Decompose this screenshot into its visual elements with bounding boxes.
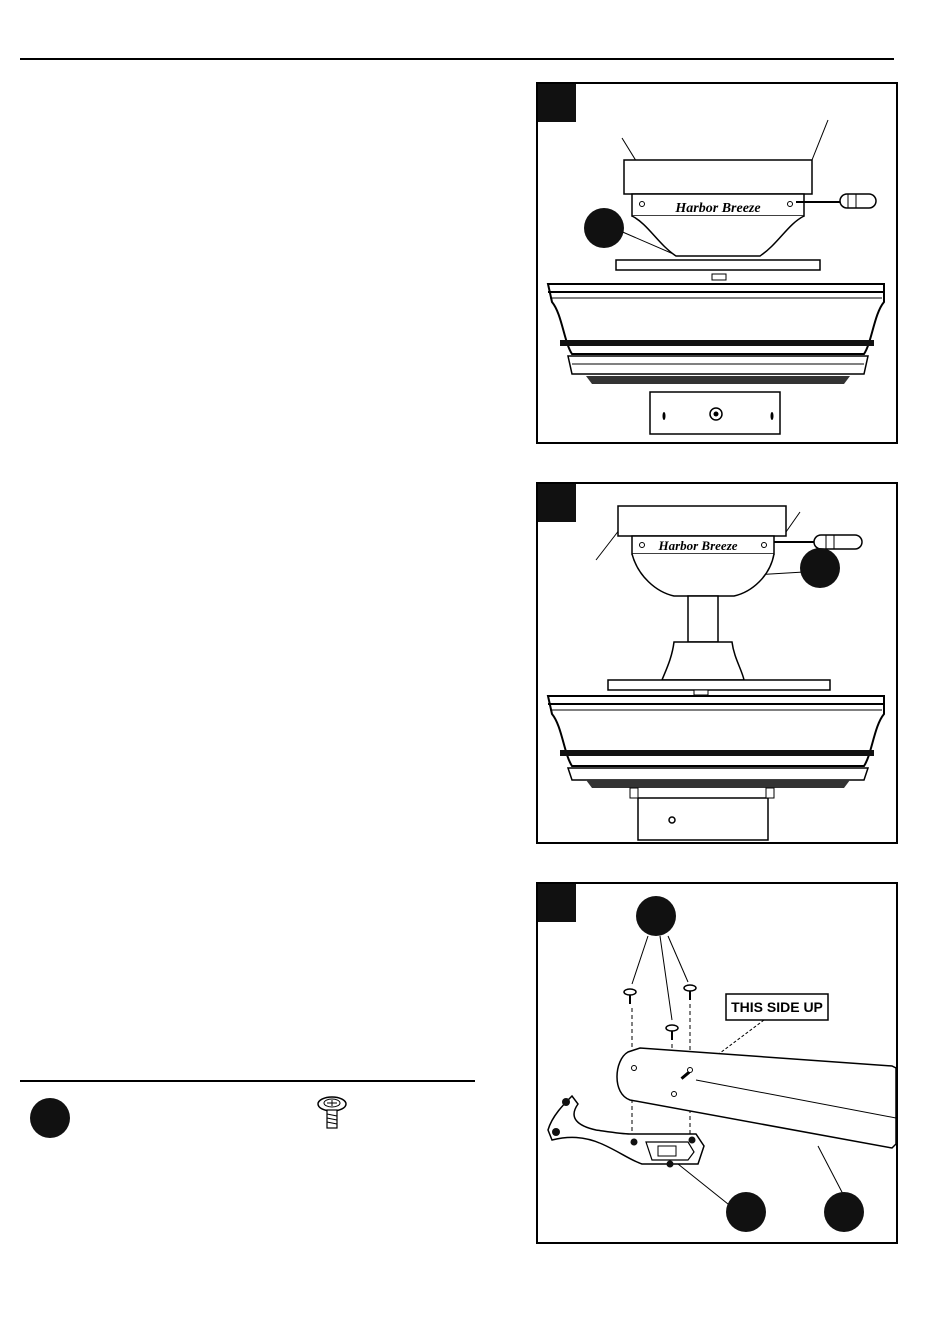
part-callout-dot [800, 548, 840, 588]
figure-3-drawing [538, 884, 896, 1242]
part-callout-dot [824, 1192, 864, 1232]
part-callout-dot [584, 208, 624, 248]
leader-line [786, 512, 800, 532]
screw-icon [624, 989, 636, 1004]
header-rule [20, 58, 894, 60]
canopy-collar [624, 160, 812, 194]
screw-icon [312, 1094, 352, 1134]
leader-line [678, 1164, 728, 1204]
canopy-collar [618, 506, 786, 536]
part-callout-dot [30, 1098, 70, 1138]
brand-logo: Harbor Breeze [658, 538, 738, 553]
downrod [688, 596, 718, 642]
part-callout-dot [636, 896, 676, 936]
leader-line [632, 936, 648, 984]
leader-line [818, 1146, 844, 1196]
leader-line [668, 936, 688, 982]
screw-icon [666, 1025, 678, 1040]
screw-icon [684, 985, 696, 1000]
screwdriver-icon [796, 194, 876, 208]
figure-3-blade-attachment [536, 882, 898, 1244]
figure-1-drawing [538, 84, 896, 442]
leader-line [660, 936, 672, 1020]
part-callout-dot [726, 1192, 766, 1232]
figure-2-downrod-assembly [536, 482, 898, 844]
fan-blade [617, 1048, 896, 1148]
figure-2-drawing [538, 484, 896, 842]
this-side-up-label: THIS SIDE UP [731, 999, 823, 1015]
screwdriver-icon [774, 535, 862, 549]
brand-logo: Harbor Breeze [675, 201, 761, 216]
figure-1-motor-housing-adapter [536, 82, 898, 444]
parts-section-rule [20, 1080, 475, 1082]
